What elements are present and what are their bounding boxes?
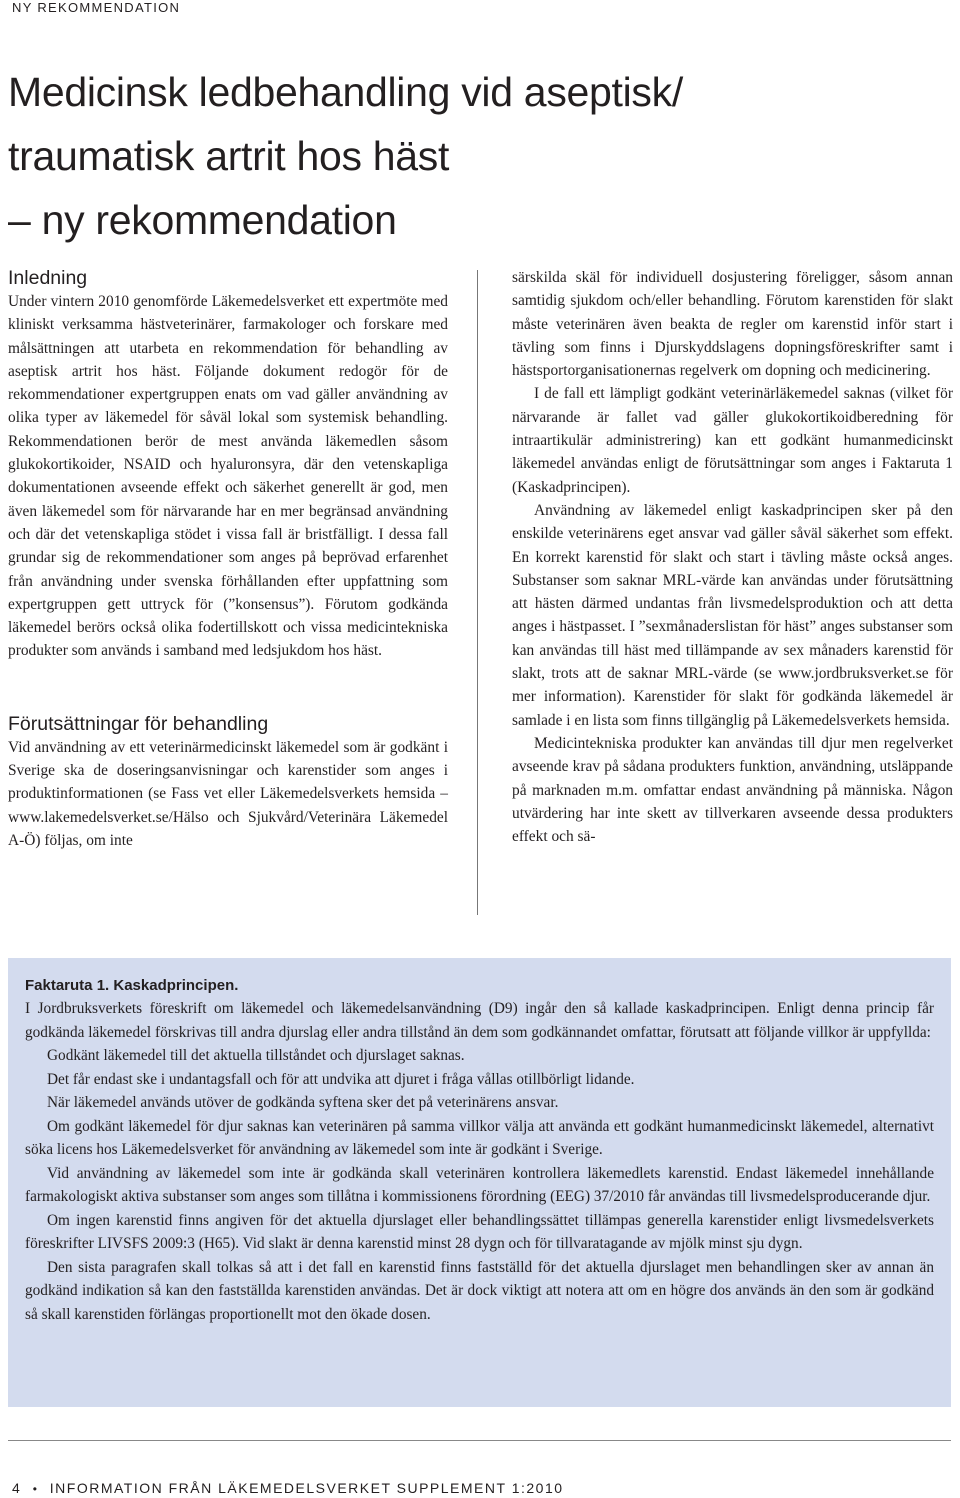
factbox-paragraph: Om ingen karenstid finns angiven för det aktuella djurslaget eller behandlingssättet tillämpas generella karenstider enligt livsmedelsverkets föreskrifter LIVSFS 2009:3 (H65). Vid slakt är denna karenstid minst 28 dygn och för tillvaratagande av mjölk minst sju dygn. [25, 1211, 934, 1252]
footer-rule [8, 1440, 951, 1441]
factbox-paragraph: Den sista paragrafen skall tolkas så att i det fall en karenstid finns fastställd för det aktuella djurslaget men behandlingen sker av annan än godkänd indikation så kan den fastställda karenstiden användas. Det är dock viktigt att notera att om en högre dos används än den som är godkänd så skall karenstiden förlängas proportionellt mot den ökade dosen. [25, 1258, 934, 1323]
title-line: – ny rekommendation [8, 197, 397, 243]
body-paragraph: I de fall ett lämpligt godkänt veterinärläkemedel saknas (vilket för närvarande är fallet vad gäller glukokortikoidberedning för intraartikulär administrering) kan ett godkänt humanmedicinskt läkemedel användas enligt de förutsättningar som anges i Faktaruta 1 (Kaskadprincipen). [512, 385, 953, 496]
body-paragraph: särskilda skäl för individuell dosjustering föreligger, såsom annan samtidig sjukdom och/eller behandling. Förutom karenstiden för slakt måste veterinären även beakta de regler om karenstid inför start i tävling som finns i Djurskyddslagens dopningsföreskrifter samt i hästsportorganisationernas regelverk om dopning och medicinering. [512, 269, 953, 380]
body-paragraph: Medicintekniska produkter kan användas till djur men regelverket avseende krav på sådana produkters funktion, användning, utsläppande på marknaden m.m. omfattar endast användning på människa. Någon utvärdering har inte skett av tillverkaren avseende dessa produkters effekt och sä- [512, 734, 953, 846]
factbox-condition: Det får endast ske i undantagsfall och för att undvika att djuret i fråga vållas otillbörligt lidande. [47, 1070, 635, 1088]
page-footer [12, 1479, 612, 1498]
title-line: traumatisk artrit hos häst [8, 133, 450, 179]
body-paragraph: Användning av läkemedel enligt kaskadprincipen sker på den enskilde veterinärens eget ansvar vad gäller såväl säkerhet som effekt. En korrekt karenstid för slakt och start i tävling måste också anges. Substanser som saknar MRL-värde kan användas under förutsättning att hästen därmed undantas från livsmedelsproduktion och att detta anges i hästpasset. I ”sexmånaderslistan för häst” anges substanser som kan användas till häst med tillämpande av sex månaders karenstid för slakt, trots att de saknar MRL-värde (se www.jordbruksverket.se för mer information). Karenstider för slakt för godkända läkemedel är samlade i en lista som finns tillgänglig på Läkemedelsverkets hemsida. [512, 501, 953, 729]
section-tag: NY REKOMMENDATION [12, 0, 272, 17]
right-column [512, 266, 953, 848]
factbox-heading: Faktaruta 1. Kaskadprincipen. [25, 977, 239, 994]
column-divider [477, 270, 478, 915]
prereq-paragraph: Vid användning av ett veterinärmedicinskt läkemedel som är godkänt i Sverige ska de doseringsanvisningar och karenstider som anges i produktinformationen (se Fass vet eller Läkemedelsverkets hemsida – www.lakemedelsverket.se/Hälso och Sjukvård/Veterinära Läkemedel A-Ö) följas, om inte [8, 738, 448, 849]
prereq-heading: Förutsättningar för behandling [8, 712, 269, 735]
page-title [8, 60, 908, 252]
publication-name: INFORMATION FRÅN LÄKEMEDELSVERKET SUPPLEMENT 1:2010 [49, 1480, 564, 1496]
page-number: 4 [12, 1480, 22, 1496]
intro-heading: Inledning [8, 267, 88, 289]
factbox [8, 958, 951, 1407]
footer-bullet: • [32, 1482, 39, 1496]
factbox-paragraph: Vid användning av läkemedel som inte är godkända skall veterinären kontrollera läkemedlets karenstid. Endast läkemedel innehållande farmakologiskt aktiva substanser som anges som tillåtna i kommissionens förordning (EEG) 37/2010 får användas till livsmedelsproducerande djur. [25, 1164, 934, 1205]
title-line: Medicinsk ledbehandling vid aseptisk/ [8, 69, 683, 115]
intro-paragraph: Under vintern 2010 genomförde Läkemedelsverket ett expertmöte med kliniskt verksamma hästveterinärer, farmakologer och forskare med målsättningen att utarbeta en rekommendation för behandling av aseptisk artrit hos häst. Följande dokument redogör för de rekommendationer expertgruppen enats om vad gäller användning av olika typer av läkemedel för såväl lokal som systemisk behandling. Rekommendationen berör de mest använda läkemedlen såsom glukokortikoider, NSAID och hyaluronsyra, där den vetenskapliga dokumentationen avseende effekt och säkerhet generellt är god, men även läkemedel som för närvarande har en mer begränsad användning och där det vetenskapliga stödet i vissa fall är bristfälligt. I dessa fall grundar sig de rekommendationer som anges på beprövad erfarenhet från användning under svenska förhållanden efter uppfattning som expertgruppen gett uttryck för (”konsensus”). Förutom godkända läkemedel berörs också olika fodertillskott och vissa medicintekniska produkter som används i samband med ledsjukdom hos häst. [8, 293, 448, 660]
factbox-condition: Godkänt läkemedel till det aktuella tillståndet och djurslaget saknas. [47, 1047, 465, 1064]
factbox-paragraph: Om godkänt läkemedel för djur saknas kan veterinären på samma villkor välja att använda ett godkänt humanmedicinskt läkemedel, alternativt söka licens hos Läkemedelsverket för användning av läkemedel som inte är godkänt i Sverige. [25, 1117, 934, 1158]
factbox-condition: När läkemedel används utöver de godkända syftena sker det på veterinärens ansvar. [47, 1094, 559, 1111]
left-column [8, 266, 448, 852]
factbox-paragraph: I Jordbruksverkets föreskrift om läkemedel och läkemedelsanvändning (D9) ingår den så kallade kaskadprincipen. Enligt denna princip får godkända läkemedel förskrivas till andra djurslag eller andra tillstånd än dem som godkännandet omfattar, förutsatt att följande villkor är uppfyllda: [25, 1000, 934, 1041]
